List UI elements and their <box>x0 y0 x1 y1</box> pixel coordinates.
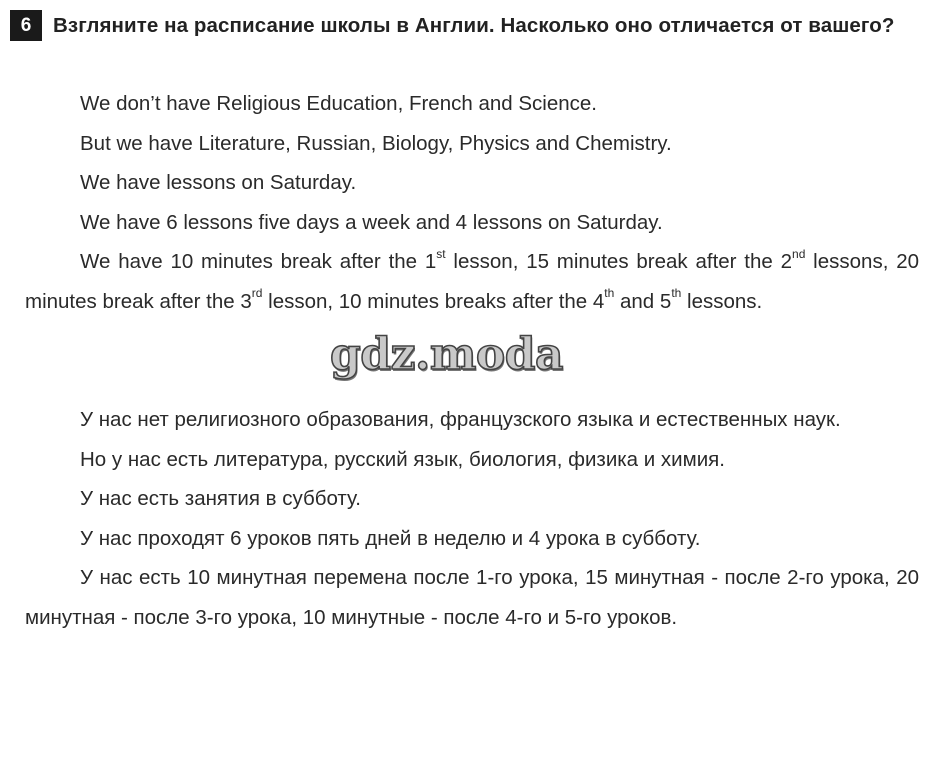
english-answer <box>25 84 919 322</box>
english-answer-line: We don’t have Religious Education, French and Science. <box>80 92 597 115</box>
russian-answer-line: У нас есть 10 минутная перемена после 1-го урока, 15 минутная - после 2-го урока, 20 минутная - после 3-го урока, 10 минутные - после 4-го и 5-го уроков. <box>25 566 919 629</box>
russian-answer-line: Но у нас есть литература, русский язык, биология, физика и химия. <box>80 447 725 471</box>
russian-answer-line: У нас есть занятия в субботу. <box>80 487 361 511</box>
english-answer-line: But we have Literature, Russian, Biology, Physics and Chemistry. <box>80 131 672 155</box>
ordinal-suffix: th <box>604 286 615 301</box>
ordinal-suffix: th <box>671 286 682 301</box>
ordinal-suffix: nd <box>792 246 806 261</box>
watermark-logo: gdz.moda <box>330 329 564 380</box>
english-answer-breaks-paragraph <box>25 242 919 321</box>
russian-answer <box>25 400 919 638</box>
task-question: Взгляните на расписание школы в Англии. Насколько оно отличается от вашего? <box>53 14 895 37</box>
breaks-text-part: lesson, 15 minutes break after the 2 <box>445 250 793 274</box>
english-answer-line: We have lessons on Saturday. <box>80 171 357 195</box>
ordinal-suffix: rd <box>251 286 263 301</box>
breaks-text-part: and 5 <box>614 289 672 313</box>
russian-answer-line: У нас нет религиозного образования, французского языка и естественных наук. <box>80 408 841 431</box>
russian-answer-line: У нас проходят 6 уроков пять дней в неделю и 4 урока в субботу. <box>80 526 701 550</box>
breaks-text-part: We have 10 minutes break after the 1 <box>80 250 437 274</box>
breaks-text-part: lessons. <box>681 289 763 313</box>
breaks-text-part: lessons, 20 minutes break after the 3 <box>25 250 919 313</box>
task-number-badge: 6 <box>10 10 42 41</box>
ordinal-suffix: st <box>436 246 446 261</box>
breaks-text-part: lesson, 10 minutes breaks after the 4 <box>262 289 605 313</box>
english-answer-line: We have 6 lessons five days a week and 4 lessons on Saturday. <box>80 210 663 234</box>
